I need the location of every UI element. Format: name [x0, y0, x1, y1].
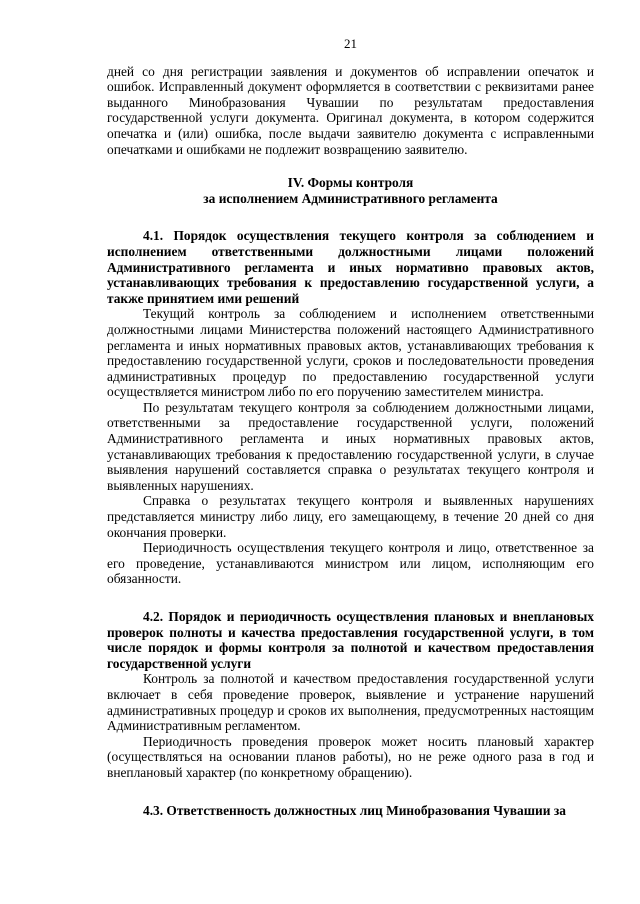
paragraph: По результатам текущего контроля за соблюдением должностными лицами, ответственными за предоставление государственной услуги, положений Административного регламента и иных нормативных правовых актов, устанавливающих требования к предоставлению государственной услуги, в случае выявления нарушений составляется справка о результатах текущего контроля и выявленных нарушениях.	[107, 399, 594, 493]
subsection-4-1-heading: 4.1. Порядок осуществления текущего контроля за соблюдением и исполнением ответственными должностными лицами положений Административного регламента и иных нормативно правовых актов, устанавливающих требования к предоставлению государственной услуги, а также принятием ими решений	[107, 228, 594, 306]
subsection-4-2-heading: 4.2. Порядок и периодичность осуществления плановых и внеплановых проверок полноты и качества предоставления государственной услуги, в том числе порядок и формы контроля за полнотой и качеством предоставления государственной услуги	[107, 609, 594, 671]
page-number: 21	[344, 36, 357, 51]
section-title-line2: за исполнением Административного регламента	[203, 190, 498, 206]
paragraph: Периодичность проведения проверок может носить плановый характер (осуществляться на основании планов работы), но не реже одного раза в год и внеплановый характер (по конкретному обращению).	[107, 733, 594, 780]
continuation-paragraph: дней со дня регистрации заявления и документов об исправлении опечаток и ошибок. Исправленный документ оформляется в соответствии с реквизитами ранее выданного Минобразования Чувашии по результатам предоставления государственной услуги документа. Оригинал документа, в котором содержится опечатка и (или) ошибка, после выдачи заявителю документа с исправленными опечатками и ошибками не подлежит возвращению заявителю.	[107, 63, 594, 157]
section-title-line1: IV. Формы контроля	[287, 175, 414, 191]
spacer	[107, 781, 594, 803]
paragraph: Справка о результатах текущего контроля и выявленных нарушениях представляется министру либо лицу, его замещающему, в течение 20 дней со дня окончания проверки.	[107, 493, 594, 540]
spacer	[107, 157, 594, 175]
document-page	[107, 36, 594, 818]
subsection-4-3-heading: 4.3. Ответственность должностных лиц Минобразования Чувашии за	[143, 802, 566, 818]
paragraph: Контроль за полнотой и качеством предоставления государственной услуги включает в себя проведение проверок, выявление и устранение нарушений административных процедур и сроков их выполнения, предусмотренных настоящим Административным регламентом.	[107, 671, 594, 734]
paragraph: Периодичность осуществления текущего контроля и лицо, ответственное за его проведение, устанавливаются министром или лицом, исполняющим его обязанности.	[107, 540, 594, 587]
paragraph: Текущий контроль за соблюдением и исполнением ответственными должностными лицами Министерства положений настоящего Административного регламента и иных нормативных правовых актов, устанавливающих требования к предоставлению государственной услуги, сроков и последовательности проведения административных процедур по предоставлению государственной услуги осуществляется министром либо по его поручению заместителем министра.	[107, 306, 594, 400]
spacer	[107, 206, 594, 228]
spacer	[107, 587, 594, 609]
